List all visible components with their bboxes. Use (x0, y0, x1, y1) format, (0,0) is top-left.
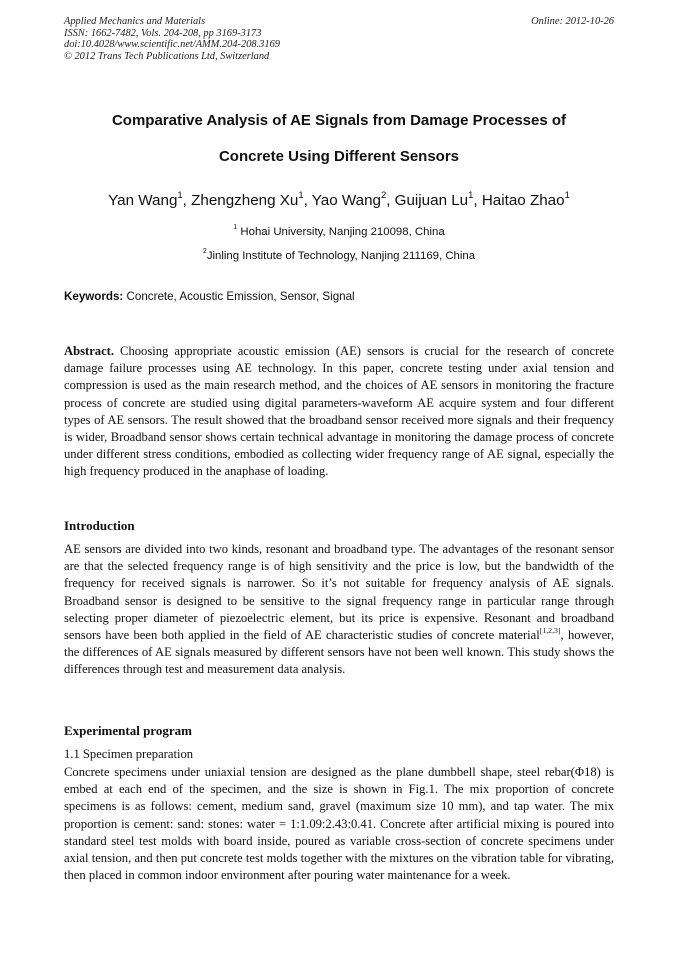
citation-ref: [1,2,3] (539, 625, 561, 635)
specimen-subheading: 1.1 Specimen preparation (64, 747, 194, 761)
author: Guijuan Lu$^1$, (394, 188, 482, 209)
introduction-body: AE sensors are divided into two kinds, resonant and broadband type. The advantages of the resonant sensor are that the selected frequency range is of high sensitivity and the price is low, but the bandwidth of the frequency for received signals is narrower. So it’s not suitable for frequency analysis of AE signals. Broadband sensor is designed to be sensitive to the signal frequency range in particular range through selecting proper diameter of piezoelectric element, but its price is expensive. Resonant and broadband sensors have been both applied in the field of AE characteristic studies of concrete material[1,2,3], however, the differences of AE signals measured by different sensors have not been well known. This study shows the differences through test and measurement data analysis. (64, 542, 614, 677)
author: Haitao Zhao$^1$ (481, 188, 570, 209)
experimental-heading: Experimental program (64, 723, 192, 738)
author: Zhengzheng Xu$^1$, (191, 188, 312, 209)
affiliation-marker: 1 (233, 224, 238, 232)
copyright-line: © 2012 Trans Tech Publications Ltd, Switzerland (64, 50, 270, 62)
keywords-text: Concrete, Acoustic Emission, Sensor, Signal (126, 290, 355, 303)
affiliation-text: Hohai University, Nanjing 210098, China (240, 226, 445, 238)
introduction-heading: Introduction (64, 518, 135, 533)
affiliation-1 (20, 225, 658, 239)
journal-header (64, 16, 614, 62)
abstract-label: Abstract. (64, 344, 115, 358)
issn-line: ISSN: 1662-7482, Vols. 204-208, pp 3169-3173 (64, 27, 262, 39)
keywords-label: Keywords: (64, 290, 124, 303)
author-list (20, 190, 658, 212)
specimen-body: Concrete specimens under uniaxial tension are designed as the plane dumbbell shape, steel rebar(Φ18) is embed at each end of the specimen, and the size is shown in Fig.1. The mix proportion of concrete specimens is as follows: cement, medium sand, gravel (maximum size 10 mm), and tap water. The mix proportion is cement: sand: stones: water = 1:1.09:2.43:0.41. Concrete after artificial mixing is poured into standard steel test molds with board inside, poured as variable cross-section of concrete specimens under axial tension, and then put concrete test molds together with the mixtures on the vibration table for vibrating, then placed in common indoor environment after pouring water maintenance for a week. (64, 765, 614, 883)
title-line-1: Comparative Analysis of AE Signals from Damage Processes of (111, 112, 567, 129)
paper-title (40, 103, 638, 175)
doi-line: doi:10.4028/www.scientific.net/AMM.204-208.3169 (64, 39, 280, 51)
keywords (64, 289, 614, 304)
journal-name: Applied Mechanics and Materials (64, 16, 206, 27)
abstract (64, 343, 614, 481)
affiliation-2 (20, 249, 658, 263)
abstract-text: Choosing appropriate acoustic emission (AE) sensors is crucial for the research of concrete damage failure processes using AE technology. In this paper, concrete testing under axial tension and compression is used as the main research method, and the choices of AE sensors in monitoring the fracture process of concrete are studied using digital parameters-waveform AE acquire system and four different types of AE sensors. The result showed that the broadband sensor received more signals and their frequency is wider, Broadband sensor shows certain technical advantage in monitoring the damage process of concrete under different stress conditions, embodied as collecting wider frequency range of AE signal, especially the high frequency produced in the anaphase of loading. (64, 344, 615, 479)
author: Yao Wang$^2$, (311, 188, 395, 209)
title-line-2: Concrete Using Different Sensors (218, 148, 460, 165)
affiliation-marker: 2 (202, 248, 207, 256)
online-date: Online: 2012-10-26 (531, 16, 614, 27)
affiliation-text: Jinling Institute of Technology, Nanjing 211169, China (206, 250, 476, 262)
author: Yan Wang$^1$, (108, 188, 192, 209)
